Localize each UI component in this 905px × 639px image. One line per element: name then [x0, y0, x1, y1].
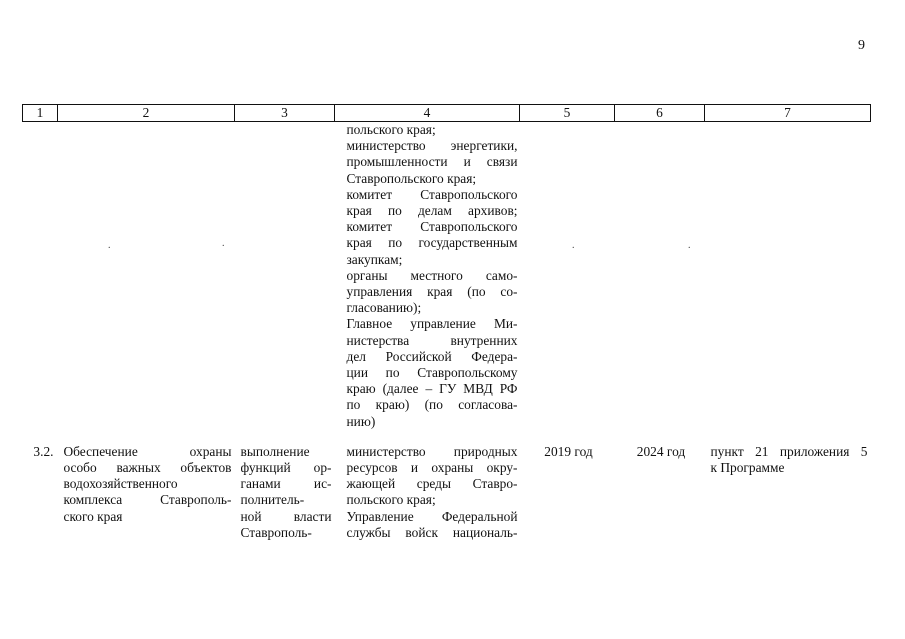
- cont-cell-7: [705, 122, 871, 430]
- program-table: [22, 104, 871, 541]
- text-line: ции по Ставропольскому: [346, 365, 518, 381]
- end-year-cell: 2024 год: [636, 443, 686, 459]
- cont-cell-1: [23, 122, 58, 430]
- text-line: Управление Федеральной: [346, 508, 518, 524]
- text-line: нию): [346, 413, 376, 429]
- text-line: органы местного само-: [346, 267, 518, 283]
- text-line: края по делам архивов;: [346, 203, 518, 219]
- text-line: полнитель-: [240, 492, 305, 508]
- text-line: ресурсов и охраны окру-: [346, 460, 518, 476]
- cont-cell-4: [335, 122, 520, 430]
- text-line: ского края: [63, 508, 123, 524]
- row-number: 3.2.: [33, 443, 54, 459]
- text-line: нистерства внутренних: [346, 332, 518, 348]
- text-line: водохозяйственного: [63, 476, 178, 492]
- text-line: по краю) (по согласова-: [346, 397, 518, 413]
- header-cell-3: 3: [235, 105, 335, 122]
- text-line: комитет Ставропольского: [346, 219, 518, 235]
- text-line: Обеспечение охраны: [63, 443, 232, 459]
- text-line: комплекса Ставрополь-: [63, 492, 232, 508]
- page-number: 9: [858, 38, 865, 53]
- header-cell-6: 6: [615, 105, 705, 122]
- executors-cell: [335, 430, 520, 541]
- text-line: гласованию);: [346, 300, 422, 316]
- scan-dot: .: [572, 240, 575, 251]
- scan-dot: .: [222, 238, 225, 249]
- text-line: министерство природных: [346, 443, 518, 459]
- text-line: дел Российской Федера-: [346, 348, 518, 364]
- text-line: особо важных объектов: [63, 460, 232, 476]
- text-line: к Программе: [710, 460, 785, 476]
- cont-cell-6: [615, 122, 705, 430]
- text-line: выполнение: [240, 443, 310, 459]
- header-row: [23, 105, 871, 122]
- table-row-3-2: [23, 430, 871, 541]
- text-line: промышленности и связи: [346, 154, 518, 170]
- text-line: ганами ис-: [240, 476, 332, 492]
- text-line: пункт 21 приложения 5: [710, 443, 868, 459]
- scan-dot: .: [108, 240, 111, 251]
- text-line: польского края;: [346, 492, 436, 508]
- cont-cell-5: [520, 122, 615, 430]
- reference-cell: [705, 430, 871, 541]
- cont-cell-3: [235, 122, 335, 430]
- continuation-row: [23, 122, 871, 430]
- text-line: комитет Ставропольского: [346, 186, 518, 202]
- header-cell-1: 1: [23, 105, 58, 122]
- text-line: жающей среды Ставро-: [346, 476, 518, 492]
- text-line: польского края;: [346, 122, 436, 137]
- measure-name-cell: [58, 430, 235, 541]
- text-line: службы войск националь-: [346, 524, 518, 540]
- header-cell-2: 2: [58, 105, 235, 122]
- header-cell-4: 4: [335, 105, 520, 122]
- measure-content-cell: [235, 430, 335, 541]
- text-line: закупкам;: [346, 251, 403, 267]
- text-line: Ставропольского края;: [346, 170, 477, 186]
- text-line: функций ор-: [240, 460, 332, 476]
- text-line: управления края (по со-: [346, 284, 518, 300]
- text-line: министерство энергетики,: [346, 138, 518, 154]
- header-cell-7: 7: [705, 105, 871, 122]
- text-line: краю (далее – ГУ МВД РФ: [346, 381, 518, 397]
- cont-cell-2: [58, 122, 235, 430]
- scan-dot: .: [688, 240, 691, 251]
- text-line: Ставрополь-: [240, 524, 312, 540]
- start-year-cell: 2019 год: [544, 443, 593, 459]
- text-line: ной власти: [240, 508, 332, 524]
- text-line: Главное управление Ми-: [346, 316, 518, 332]
- header-cell-5: 5: [520, 105, 615, 122]
- text-line: края по государственным: [346, 235, 518, 251]
